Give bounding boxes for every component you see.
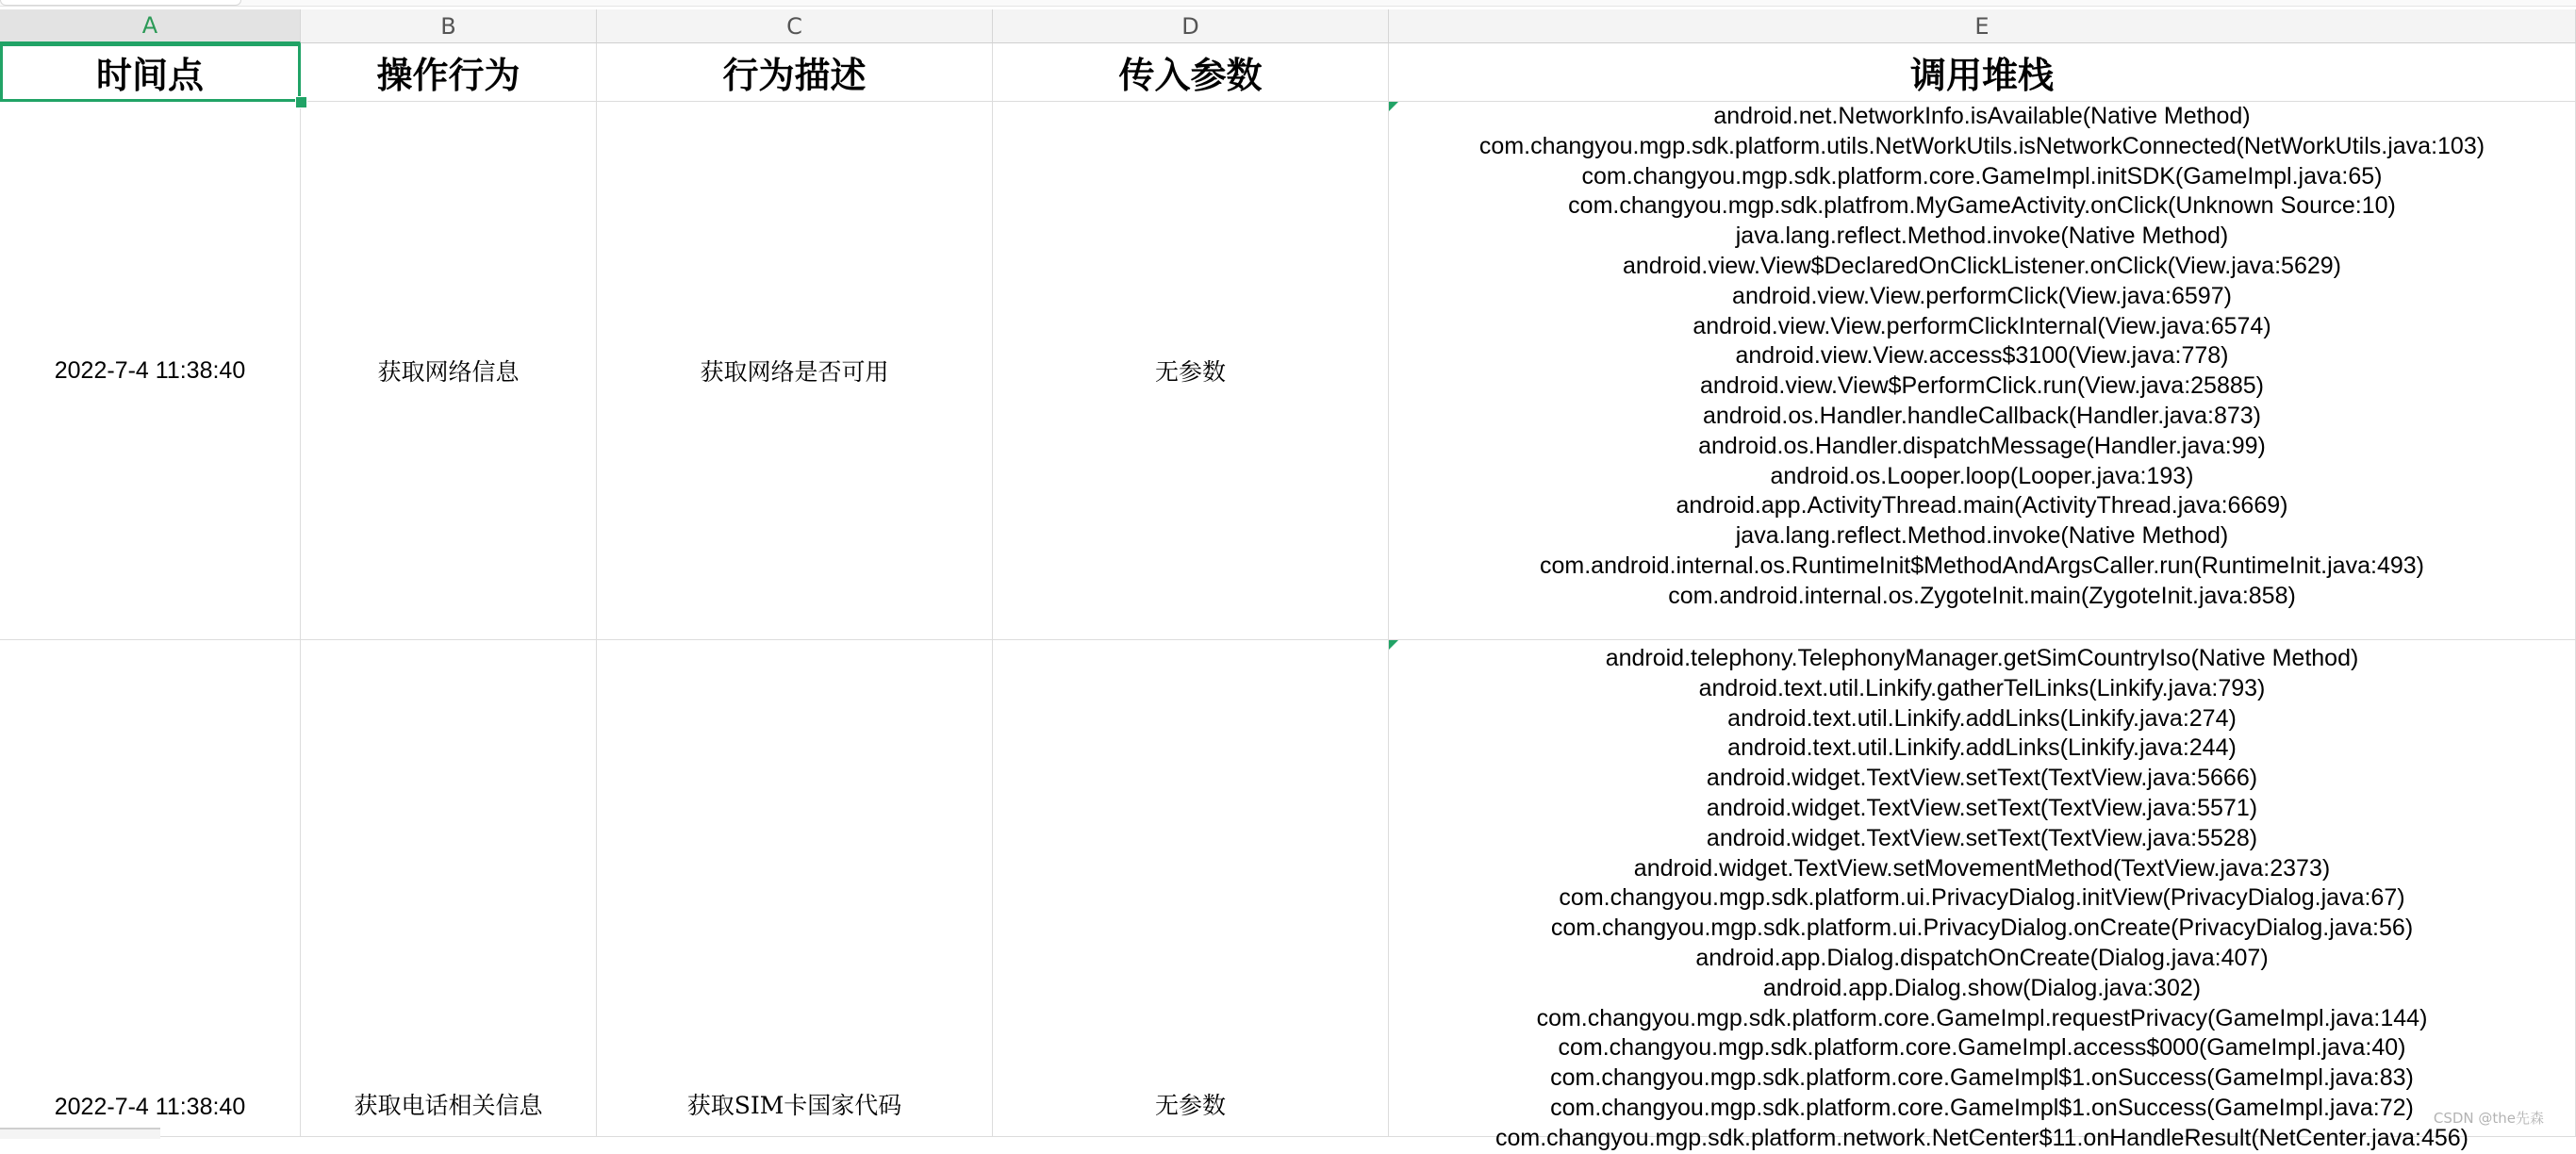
row2-action-text: 获取电话相关信息 bbox=[354, 1092, 543, 1119]
sheet-tab-strip[interactable] bbox=[0, 1128, 160, 1139]
stack-line: android.net.NetworkInfo.isAvailable(Native Method) bbox=[1713, 103, 2251, 129]
stack-line: android.text.util.Linkify.gatherTelLinks(Linkify.java:793) bbox=[1698, 674, 2266, 701]
row1-time-cell[interactable]: 2022-7-4 11:38:40 bbox=[0, 102, 301, 640]
stack-line: com.android.internal.os.RuntimeInit$MethodAndArgsCaller.run(RuntimeInit.java:493) bbox=[1540, 552, 2424, 579]
row2-params-text: 无参数 bbox=[1154, 1092, 1226, 1119]
row1-action-cell[interactable]: 获取网络信息 bbox=[301, 102, 597, 640]
header-cell-action[interactable]: 操作行为 bbox=[301, 43, 597, 102]
comment-indicator-icon[interactable] bbox=[1389, 102, 1398, 111]
window-top-bar bbox=[0, 0, 2576, 7]
stack-line: android.app.ActivityThread.main(ActivityThread.java:6669) bbox=[1676, 492, 2288, 519]
stack-line: java.lang.reflect.Method.invoke(Native Method) bbox=[1735, 522, 2229, 550]
stack-line: android.widget.TextView.setText(TextView.java:5666) bbox=[1706, 765, 2258, 792]
column-header-e[interactable]: E bbox=[1389, 9, 2576, 43]
stack-line: android.text.util.Linkify.addLinks(Linkify.java:274) bbox=[1727, 704, 2237, 732]
stack-line: android.os.Looper.loop(Looper.java:193) bbox=[1770, 462, 2194, 489]
stack-line: com.changyou.mgp.sdk.platfrom.MyGameActivity.onClick(Unknown Source:10) bbox=[1568, 192, 2396, 220]
comment-indicator-icon[interactable] bbox=[1389, 640, 1398, 650]
row1-params-cell[interactable]: 无参数 bbox=[993, 102, 1389, 640]
stack-line: android.text.util.Linkify.addLinks(Linkify.java:244) bbox=[1727, 734, 2237, 762]
row1-stack-cell[interactable] bbox=[1389, 102, 2576, 640]
stack-line: android.widget.TextView.setText(TextView.java:5528) bbox=[1706, 824, 2258, 851]
watermark: CSDN @the先森 bbox=[2433, 1110, 2544, 1127]
stack-line: com.changyou.mgp.sdk.platform.core.GameImpl$1.onSuccess(GameImpl.java:72) bbox=[1550, 1094, 2414, 1121]
row2-time-cell[interactable] bbox=[0, 640, 301, 1137]
row2-description-cell[interactable] bbox=[597, 640, 993, 1137]
stack-line: android.view.View$PerformClick.run(View.java:25885) bbox=[1700, 372, 2264, 400]
stack-line: android.os.Handler.dispatchMessage(Handler.java:99) bbox=[1698, 432, 2266, 459]
header-cell-description[interactable]: 行为描述 bbox=[597, 43, 993, 102]
header-cell-params[interactable]: 传入参数 bbox=[993, 43, 1389, 102]
stack-line: android.view.View.performClickInternal(View.java:6574) bbox=[1693, 312, 2271, 339]
stack-line: com.android.internal.os.ZygoteInit.main(ZygoteInit.java:858) bbox=[1668, 582, 2296, 609]
column-header-c[interactable]: C bbox=[597, 9, 993, 43]
stack-line: com.changyou.mgp.sdk.platform.network.NetCenter$11.onHandleResult(NetCenter.java:456) bbox=[1494, 1124, 2469, 1151]
stack-line: android.widget.TextView.setText(TextView.java:5571) bbox=[1706, 794, 2258, 821]
stack-line: com.changyou.mgp.sdk.platform.ui.PrivacyDialog.onCreate(PrivacyDialog.java:56) bbox=[1550, 915, 2414, 942]
fill-handle[interactable] bbox=[295, 96, 307, 108]
stack-line: com.changyou.mgp.sdk.platform.core.GameImpl.initSDK(GameImpl.java:65) bbox=[1581, 162, 2383, 190]
column-header-d[interactable]: D bbox=[993, 9, 1389, 43]
stack-line: android.telephony.TelephonyManager.getSimCountryIso(Native Method) bbox=[1605, 645, 2359, 671]
header-cell-stack[interactable]: 调用堆栈 bbox=[1389, 43, 2576, 102]
stack-line: android.os.Handler.handleCallback(Handler.java:873) bbox=[1702, 402, 2262, 429]
stack-line: com.changyou.mgp.sdk.platform.utils.NetWorkUtils.isNetworkConnected(NetWorkUtils.java:103) bbox=[1478, 132, 2485, 159]
column-header-a[interactable]: A bbox=[0, 9, 301, 43]
stack-line: com.changyou.mgp.sdk.platform.core.GameImpl$1.onSuccess(GameImpl.java:83) bbox=[1550, 1064, 2414, 1092]
row1-description-cell[interactable]: 获取网络是否可用 bbox=[597, 102, 993, 640]
stack-line: java.lang.reflect.Method.invoke(Native Method) bbox=[1735, 223, 2229, 250]
row2-action-cell[interactable] bbox=[301, 640, 597, 1137]
stack-line: com.changyou.mgp.sdk.platform.ui.PrivacyDialog.initView(PrivacyDialog.java:67) bbox=[1559, 884, 2405, 912]
stack-line: com.changyou.mgp.sdk.platform.core.GameImpl.access$000(GameImpl.java:40) bbox=[1558, 1034, 2406, 1062]
window-tab[interactable] bbox=[0, 0, 241, 6]
stack-line: android.view.View.access$3100(View.java:778) bbox=[1735, 342, 2229, 370]
row2-time-text: 2022-7-4 11:38:40 bbox=[54, 1094, 246, 1120]
header-cell-time[interactable]: 时间点 bbox=[0, 43, 301, 102]
stack-line: android.view.View.performClick(View.java:6597) bbox=[1732, 282, 2232, 309]
stack-line: android.app.Dialog.show(Dialog.java:302) bbox=[1762, 974, 2202, 1001]
stack-line: android.app.Dialog.dispatchOnCreate(Dialog.java:407) bbox=[1695, 944, 2269, 971]
row2-stack-cell[interactable] bbox=[1389, 640, 2576, 1151]
row2-params-cell[interactable] bbox=[993, 640, 1389, 1137]
row2-description-text: 获取SIM卡国家代码 bbox=[686, 1092, 902, 1119]
column-header-b[interactable]: B bbox=[301, 9, 597, 43]
stack-line: com.changyou.mgp.sdk.platform.core.GameImpl.requestPrivacy(GameImpl.java:144) bbox=[1536, 1004, 2428, 1031]
stack-line: android.widget.TextView.setMovementMethod(TextView.java:2373) bbox=[1633, 854, 2331, 882]
stack-line: android.view.View$DeclaredOnClickListener.onClick(View.java:5629) bbox=[1623, 252, 2341, 279]
